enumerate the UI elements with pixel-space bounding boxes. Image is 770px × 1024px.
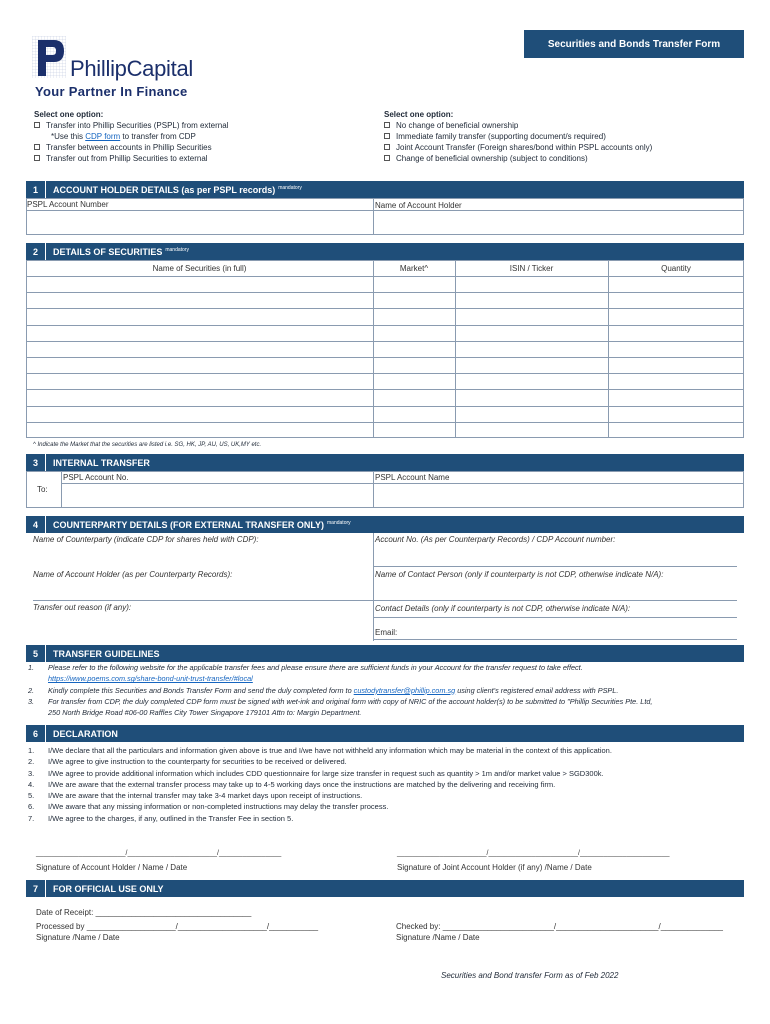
checkbox-icon[interactable] bbox=[384, 133, 390, 139]
section-2-title: DETAILS OF SECURITIES bbox=[53, 246, 163, 257]
section-1-header: 1 ACCOUNT HOLDER DETAILS (as per PSPL records) $^{mandatory}$ bbox=[26, 181, 744, 198]
declaration-item: 1. I/We declare that all the particulars and information given above is true and I/we have not withheld any information which may be material in the context of this application. bbox=[28, 746, 612, 755]
securities-entry-row[interactable] bbox=[26, 325, 744, 341]
options-left-heading: Select one option: bbox=[34, 110, 104, 119]
checkbox-icon[interactable] bbox=[34, 144, 40, 150]
contact-details-label: Contact Details (only if counterparty is not CDP, otherwise indicate N/A): bbox=[375, 604, 631, 613]
declaration-list bbox=[28, 745, 744, 824]
section-4-title: COUNTERPARTY DETAILS (FOR EXTERNAL TRANSFER ONLY) bbox=[53, 519, 325, 530]
processed-by-field[interactable]: Processed by ____________________/____________________/___________ bbox=[36, 922, 319, 931]
section-6-title: DECLARATION bbox=[53, 728, 118, 739]
declaration-item: 2. I/We agree to give instruction to the counterparty for securities to be received or delivered. bbox=[28, 757, 347, 767]
email-label: Email: bbox=[375, 628, 398, 637]
section-5-header: 5 TRANSFER GUIDELINES bbox=[26, 645, 744, 662]
option-transfer-out[interactable]: Transfer out from Phillip Securities to external bbox=[34, 153, 228, 164]
section-3-header: 3 INTERNAL TRANSFER bbox=[26, 454, 744, 471]
joint-signature-label: Signature of Joint Account Holder (if any) /Name / Date bbox=[397, 863, 592, 872]
col-securities-name: Name of Securities (in full) bbox=[152, 264, 247, 273]
brand-name: PhillipCapital bbox=[70, 56, 193, 81]
holder-signature-line[interactable]: _______________________/_______________________/________________ bbox=[36, 850, 282, 857]
declaration-item: 3. I/We agree to provide additional information which includes CDD questionnaire for large size transfer in request such as quantity > 1m and/or market value > SGD300k. bbox=[28, 768, 604, 778]
guideline-item: 1. Please refer to the following website for the applicable transfer fees and please ensure there are sufficient funds in your Account for the transfer request to take effect. bbox=[28, 663, 583, 672]
col-isin-ticker: ISIN / Ticker bbox=[509, 264, 554, 273]
option-no-change[interactable]: No change of beneficial ownership bbox=[384, 120, 652, 131]
col-quantity: Quantity bbox=[661, 264, 691, 273]
cdp-form-link[interactable]: CDP form bbox=[85, 132, 121, 141]
securities-entry-row[interactable] bbox=[26, 406, 744, 422]
section-7-header: 7 FOR OFFICIAL USE ONLY bbox=[26, 880, 744, 897]
counterparty-holder-label: Name of Account Holder (as per Counterparty Records): bbox=[33, 570, 233, 579]
declaration-item: 7. I/We agree to the charges, if any, outlined in the Transfer Fee in section 5. bbox=[28, 813, 294, 823]
option-transfer-between[interactable]: Transfer between accounts in Phillip Securities bbox=[34, 142, 228, 153]
securities-entry-row[interactable] bbox=[26, 341, 744, 357]
transfer-reason-label: Transfer out reason (if any): bbox=[33, 603, 132, 612]
securities-entry-row[interactable] bbox=[26, 292, 744, 308]
section-1-title: ACCOUNT HOLDER DETAILS (as per PSPL records) bbox=[53, 184, 276, 195]
to-label: To: bbox=[37, 485, 48, 494]
phillipcapital-logo-icon bbox=[32, 36, 66, 78]
date-of-receipt-field[interactable]: Date of Receipt: ___________________________________ bbox=[36, 908, 252, 917]
internal-account-field[interactable] bbox=[62, 484, 372, 507]
section-2-header: 2 DETAILS OF SECURITIES $^{mandatory}$ bbox=[26, 243, 744, 260]
brand-tagline: Your Partner In Finance bbox=[35, 84, 188, 99]
account-holder-label: Name of Account Holder bbox=[375, 201, 462, 210]
internal-name-field[interactable] bbox=[374, 484, 743, 507]
checked-by-field[interactable]: Checked by: _________________________/_______________________/______________ bbox=[396, 922, 723, 931]
checkbox-icon[interactable] bbox=[34, 122, 40, 128]
option-joint-transfer[interactable]: Joint Account Transfer (Foreign shares/bond within PSPL accounts only) bbox=[384, 142, 652, 153]
internal-name-label: PSPL Account Name bbox=[375, 473, 450, 482]
holder-signature-label: Signature of Account Holder / Name / Date bbox=[36, 863, 188, 872]
counterparty-account-field[interactable] bbox=[375, 546, 735, 566]
securities-entry-row[interactable] bbox=[26, 357, 744, 373]
email-field[interactable] bbox=[400, 626, 735, 639]
pspl-account-number-field[interactable] bbox=[27, 211, 372, 234]
counterparty-name-field[interactable] bbox=[33, 546, 369, 566]
form-version-footer: Securities and Bond transfer Form as of Feb 2022 bbox=[441, 971, 619, 980]
transfer-reason-field[interactable] bbox=[33, 613, 369, 639]
contact-person-field[interactable] bbox=[375, 580, 735, 600]
option-transfer-in[interactable]: Transfer into Phillip Securities (PSPL) from external bbox=[34, 120, 228, 131]
market-footnote: ^ Indicate the Market that the securities are listed i.e. SG, HK, JP, AU, US, UK,MY etc. bbox=[33, 442, 262, 448]
options-right-heading: Select one option: bbox=[384, 110, 454, 119]
section-4-header: 4 COUNTERPARTY DETAILS (FOR EXTERNAL TRANSFER ONLY) $^{mandatory}$ bbox=[26, 516, 744, 533]
declaration-item: 4. I/We are aware that the external transfer process may take up to 4-5 working days once the instructions are matched by the delivering and receiving firm. bbox=[28, 779, 556, 789]
checkbox-icon[interactable] bbox=[34, 155, 40, 161]
checked-by-sub-label: Signature /Name / Date bbox=[396, 933, 480, 942]
processed-by-sub-label: Signature /Name / Date bbox=[36, 933, 120, 942]
contact-person-label: Name of Contact Person (only if counterparty is not CDP, otherwise indicate N/A): bbox=[375, 570, 664, 579]
options-left bbox=[34, 110, 228, 164]
securities-entry-row[interactable] bbox=[26, 276, 744, 292]
guideline-link-row bbox=[28, 673, 744, 684]
checkbox-icon[interactable] bbox=[384, 144, 390, 150]
counterparty-name-label: Name of Counterparty (indicate CDP for shares held with CDP): bbox=[33, 535, 259, 544]
declaration-item: 5. I/We are aware that the internal transfer may take 3-4 market days upon receipt of instructions. bbox=[28, 791, 363, 801]
counterparty-account-label: Account No. (As per Counterparty Records) / CDP Account number: bbox=[375, 535, 616, 544]
section-5-title: TRANSFER GUIDELINES bbox=[53, 648, 160, 659]
declaration-item: 6. I/We aware that any missing information or non-completed instructions may delay the transfer process. bbox=[28, 802, 389, 812]
securities-entry-row[interactable] bbox=[26, 389, 744, 405]
counterparty-holder-field[interactable] bbox=[33, 580, 369, 600]
internal-account-label: PSPL Account No. bbox=[63, 473, 129, 482]
form-title: Securities and Bonds Transfer Form bbox=[524, 30, 744, 58]
section-3-title: INTERNAL TRANSFER bbox=[53, 457, 150, 468]
option-family-transfer[interactable]: Immediate family transfer (supporting document/s required) bbox=[384, 131, 652, 142]
cdp-note: *Use this CDP form to transfer from CDP bbox=[51, 132, 196, 141]
checkbox-icon[interactable] bbox=[384, 122, 390, 128]
option-change-ownership[interactable]: Change of beneficial ownership (subject to conditions) bbox=[384, 153, 652, 164]
securities-entry-row[interactable] bbox=[26, 308, 744, 324]
options-right bbox=[384, 110, 652, 164]
account-holder-field[interactable] bbox=[374, 211, 743, 234]
section-7-title: FOR OFFICIAL USE ONLY bbox=[53, 883, 164, 894]
transfer-fees-link[interactable]: https://www.poems.com.sg/share-bond-unit-trust-transfer/#local bbox=[48, 674, 253, 684]
custody-email-link[interactable]: custodytransfer@phillip.com.sg bbox=[353, 685, 456, 695]
section-6-header: 6 DECLARATION bbox=[26, 725, 744, 742]
guideline-item: 2. Kindly complete this Securities and Bonds Transfer Form and send the duly completed form to custodytransfer@phillip.com.sg using client's registered email address with PSPL. bbox=[28, 685, 619, 695]
guideline-item-cont: 250 North Bridge Road #06-00 Raffles City Tower Singapore 179101 Attn to: Margin Department. bbox=[48, 708, 362, 718]
securities-entry-row[interactable] bbox=[26, 422, 744, 438]
checkbox-icon[interactable] bbox=[384, 155, 390, 161]
guideline-item: 3. For transfer from CDP, the duly completed CDP form must be signed with wet-ink and original form with copy of NRIC of the account holder(s) to be submitted to "Phillip Securities Pte. Ltd, bbox=[28, 696, 653, 706]
pspl-account-number-label: PSPL Account Number bbox=[27, 200, 109, 209]
joint-signature-line[interactable]: _______________________/_______________________/_______________________ bbox=[397, 850, 670, 857]
transfer-guidelines-list bbox=[28, 662, 744, 718]
securities-entry-row[interactable] bbox=[26, 373, 744, 389]
col-market: Market^ bbox=[399, 264, 429, 273]
